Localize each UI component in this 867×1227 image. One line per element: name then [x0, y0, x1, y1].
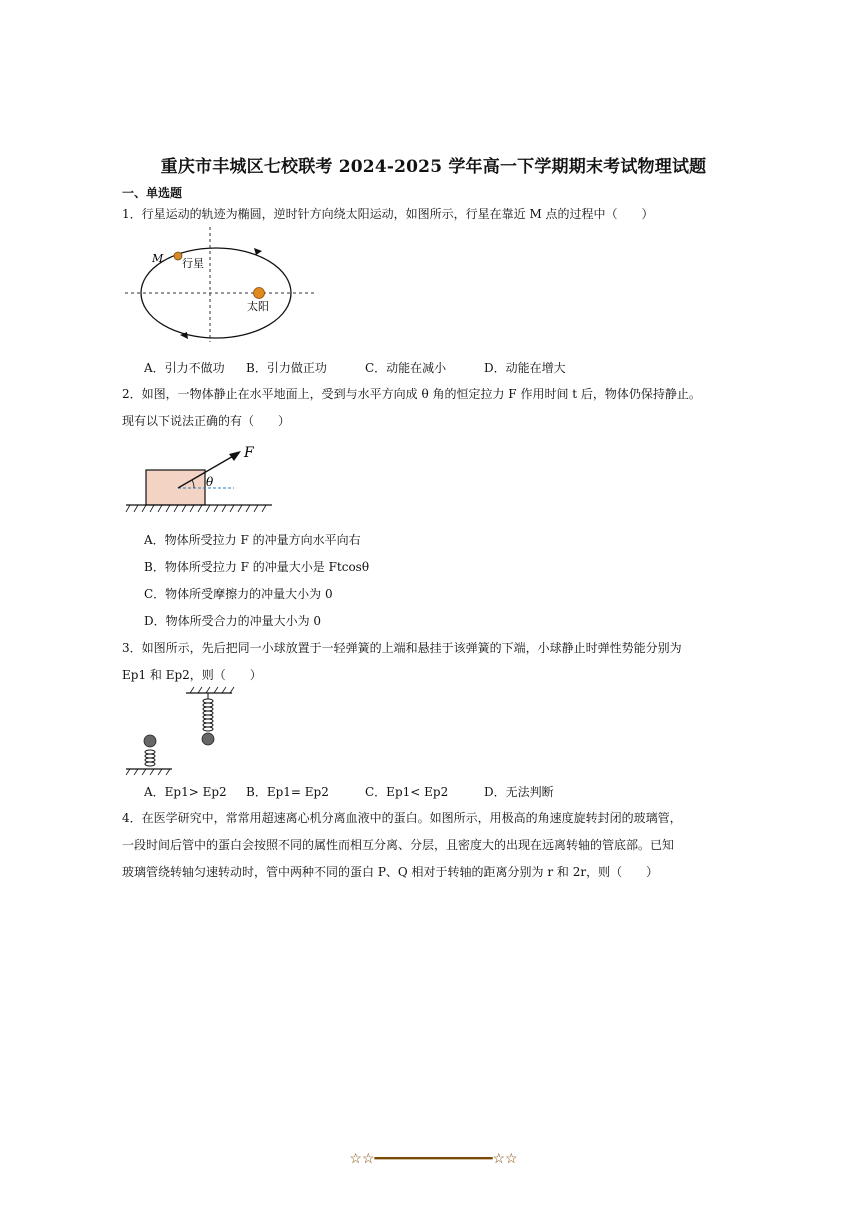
question-2-line-2: 现有以下说法正确的有（ ） — [122, 414, 291, 428]
floor-hatching — [126, 769, 170, 775]
planet-icon — [174, 252, 182, 260]
hanging-spring — [203, 699, 213, 731]
q2-option-d: D．物体所受合力的冲量大小为 0 — [144, 614, 322, 628]
force-label: F — [244, 445, 254, 461]
question-4-line-3: 玻璃管绕转轴匀速转动时，管中两种不同的蛋白 P、Q 相对于转轴的距离分别为 r 和 2r，则（ ） — [122, 865, 659, 879]
sun-label: 太阳 — [247, 300, 269, 313]
q3-option-b: B．Ep1= Ep2 — [246, 785, 329, 799]
q3-option-a: A．Ep1> Ep2 — [144, 785, 227, 799]
ceiling-hatching — [190, 687, 234, 693]
q1-option-b: B．引力做正功 — [246, 361, 327, 375]
q2-option-b: B．物体所受拉力 F 的冲量大小是 Ftcosθ — [144, 560, 370, 574]
q3-option-d: D．无法判断 — [484, 785, 554, 799]
q1-option-a: A．引力不做功 — [144, 361, 225, 375]
question-3-line-2: Ep1 和 Ep2，则（ ） — [122, 668, 262, 682]
force-arrowhead — [229, 451, 241, 461]
question-3-line-1: 3．如图所示，先后把同一小球放置于一轻弹簧的上端和悬挂于该弹簧的下端，小球静止时弹性势能分别为 — [122, 641, 682, 655]
section-heading: 一、单选题 — [122, 186, 183, 200]
standing-spring — [145, 750, 155, 766]
block — [146, 470, 205, 505]
q1-option-c: C．动能在减小 — [365, 361, 447, 375]
standing-ball — [144, 735, 156, 747]
question-1-text: 1．行星运动的轨迹为椭圆，逆时针方向绕太阳运动，如图所示，行星在靠近 M 点的过程中（ ） — [122, 207, 654, 221]
ground-hatching — [126, 505, 266, 512]
hanging-ball — [202, 733, 214, 745]
theta-label: θ — [206, 475, 214, 489]
question-2-block-diagram — [126, 442, 276, 517]
question-2-line-1: 2．如图，一物体静止在水平地面上，受到与水平方向成 θ 角的恒定拉力 F 作用时间 t 后，物体仍保持静止。 — [122, 387, 701, 401]
planet-label: 行星 — [182, 257, 204, 270]
question-3-spring-diagram — [122, 686, 242, 776]
q2-option-a: A．物体所受拉力 F 的冲量方向水平向右 — [144, 533, 361, 547]
footer-decoration: ☆☆━━━━━━━━━━━━━━☆☆ — [349, 1151, 518, 1167]
question-4-line-1: 4．在医学研究中，常常用超速离心机分离血液中的蛋白。如图所示，用极高的角速度旋转封闭的玻璃管， — [122, 811, 682, 825]
exam-title: 重庆市丰城区七校联考 2024-2025 学年高一下学期期末考试物理试题 — [160, 157, 707, 177]
q1-option-d: D．动能在增大 — [484, 361, 566, 375]
q3-option-c: C．Ep1< Ep2 — [365, 785, 449, 799]
point-m-label: M — [152, 252, 164, 265]
sun-icon — [254, 288, 265, 299]
q2-option-c: C．物体所受摩擦力的冲量大小为 0 — [144, 587, 333, 601]
question-1-orbit-diagram — [120, 222, 320, 347]
question-4-line-2: 一段时间后管中的蛋白会按照不同的属性而相互分离、分层，且密度大的出现在远离转轴的管底部。已知 — [122, 838, 675, 852]
